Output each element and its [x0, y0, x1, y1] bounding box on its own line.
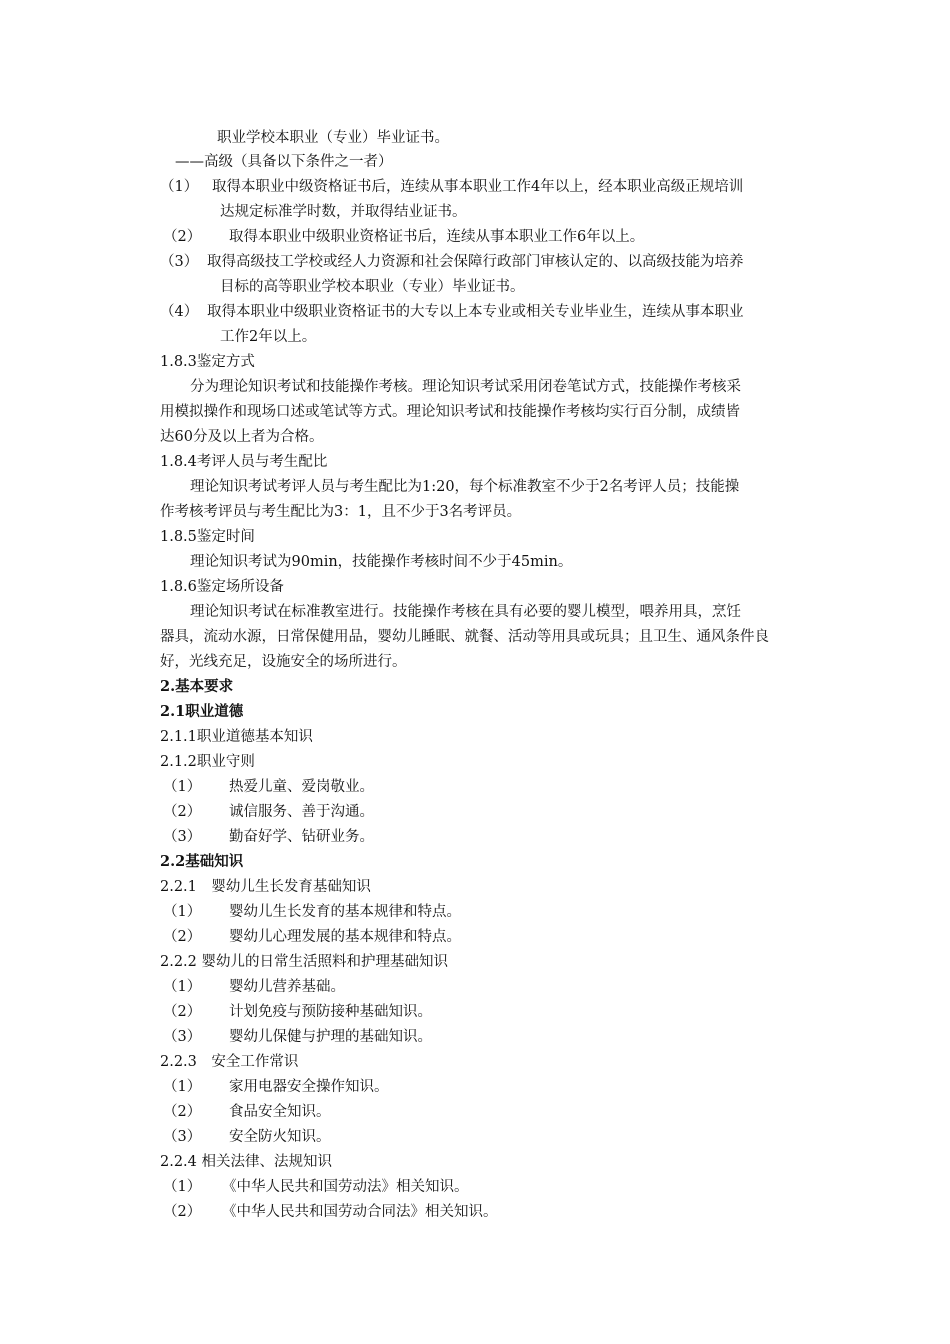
list-item: 婴幼儿营养基础。	[229, 979, 345, 995]
subsection-heading: 2.1.1职业道德基本知识	[160, 729, 313, 745]
subsection-heading: 2.2.4 相关法律、法规知识	[160, 1154, 333, 1170]
section-heading: 1.8.4考评人员与考生配比	[160, 454, 328, 470]
text-line: 理论知识考试考评人员与考生配比为1:20，每个标准教室不少于2名考评人员；技能操	[190, 479, 740, 495]
list-marker: （1）	[163, 1179, 202, 1195]
subsection-heading: 2.1.2职业守则	[160, 754, 255, 770]
section-heading: 1.8.5鉴定时间	[160, 529, 255, 545]
text-line: 分为理论知识考试和技能操作考核。理论知识考试采用闭卷笔试方式，技能操作考核采	[190, 379, 741, 395]
list-marker: （3）	[160, 254, 199, 270]
text-line: 目标的高等职业学校本职业（专业）毕业证书。	[220, 279, 525, 295]
text-line: 取得本职业中级资格证书后，连续从事本职业工作4年以上，经本职业高级正规培训	[212, 179, 744, 195]
list-item: 食品安全知识。	[229, 1104, 331, 1120]
list-marker: （2）	[163, 1004, 202, 1020]
text-line: ——高级（具备以下条件之一者）	[175, 154, 393, 170]
text-line: 达60分及以上者为合格。	[160, 429, 324, 445]
list-item: 诚信服务、善于沟通。	[229, 804, 374, 820]
section-heading: 1.8.3鉴定方式	[160, 354, 255, 370]
list-item: 家用电器安全操作知识。	[229, 1079, 389, 1095]
list-marker: （1）	[160, 179, 199, 195]
list-item: 勤奋好学、钻研业务。	[229, 829, 374, 845]
list-item: 《中华人民共和国劳动法》相关知识。	[222, 1179, 469, 1195]
list-marker: （2）	[163, 1104, 202, 1120]
text-line: 达规定标准学时数，并取得结业证书。	[220, 204, 467, 220]
list-item: 热爱儿童、爱岗敬业。	[229, 779, 374, 795]
list-item: 婴幼儿心理发展的基本规律和特点。	[229, 929, 461, 945]
text-line: 好，光线充足，设施安全的场所进行。	[160, 654, 407, 670]
chapter-heading: 2.基本要求	[160, 678, 234, 695]
section-heading: 2.2基础知识	[160, 853, 244, 870]
list-marker: （1）	[163, 904, 202, 920]
text-line: 用模拟操作和现场口述或笔试等方式。理论知识考试和技能操作考核均实行百分制，成绩皆	[160, 404, 740, 420]
list-item: 婴幼儿保健与护理的基础知识。	[229, 1029, 432, 1045]
text-line: 工作2年以上。	[220, 329, 317, 345]
list-item: 计划免疫与预防接种基础知识。	[229, 1004, 432, 1020]
list-marker: （2）	[163, 1204, 202, 1220]
subsection-heading: 2.2.1 婴幼儿生长发育基础知识	[160, 879, 371, 895]
list-marker: （4）	[160, 304, 199, 320]
list-marker: （3）	[163, 1029, 202, 1045]
list-marker: （3）	[163, 1129, 202, 1145]
text-line: 取得高级技工学校或经人力资源和社会保障行政部门审核认定的、以高级技能为培养	[207, 254, 744, 270]
subsection-heading: 2.2.2 婴幼儿的日常生活照料和护理基础知识	[160, 954, 449, 970]
list-item: 安全防火知识。	[229, 1129, 331, 1145]
list-marker: （1）	[163, 1079, 202, 1095]
section-heading: 2.1职业道德	[160, 703, 244, 720]
text-line: 理论知识考试在标准教室进行。技能操作考核在具有必要的婴儿模型，喂养用具，烹饪	[190, 604, 741, 620]
section-heading: 1.8.6鉴定场所设备	[160, 579, 284, 595]
list-item: 婴幼儿生长发育的基本规律和特点。	[229, 904, 461, 920]
text-line: 取得本职业中级职业资格证书后，连续从事本职业工作6年以上。	[229, 229, 645, 245]
text-line: 理论知识考试为90min，技能操作考核时间不少于45min。	[190, 554, 573, 570]
text-line: 取得本职业中级职业资格证书的大专以上本专业或相关专业毕业生，连续从事本职业	[207, 304, 744, 320]
list-marker: （2）	[163, 804, 202, 820]
list-marker: （1）	[163, 979, 202, 995]
list-marker: （2）	[163, 929, 202, 945]
list-marker: （1）	[163, 779, 202, 795]
list-marker: （2）	[163, 229, 202, 245]
text-line: 职业学校本职业（专业）毕业证书。	[217, 130, 449, 146]
text-line: 器具，流动水源，日常保健用品，婴幼儿睡眠、就餐、活动等用具或玩具；且卫生、通风条件良	[160, 629, 769, 645]
subsection-heading: 2.2.3 安全工作常识	[160, 1054, 299, 1070]
list-item: 《中华人民共和国劳动合同法》相关知识。	[222, 1204, 498, 1220]
list-marker: （3）	[163, 829, 202, 845]
text-line: 作考核考评员与考生配比为3：1，且不少于3名考评员。	[160, 504, 522, 520]
